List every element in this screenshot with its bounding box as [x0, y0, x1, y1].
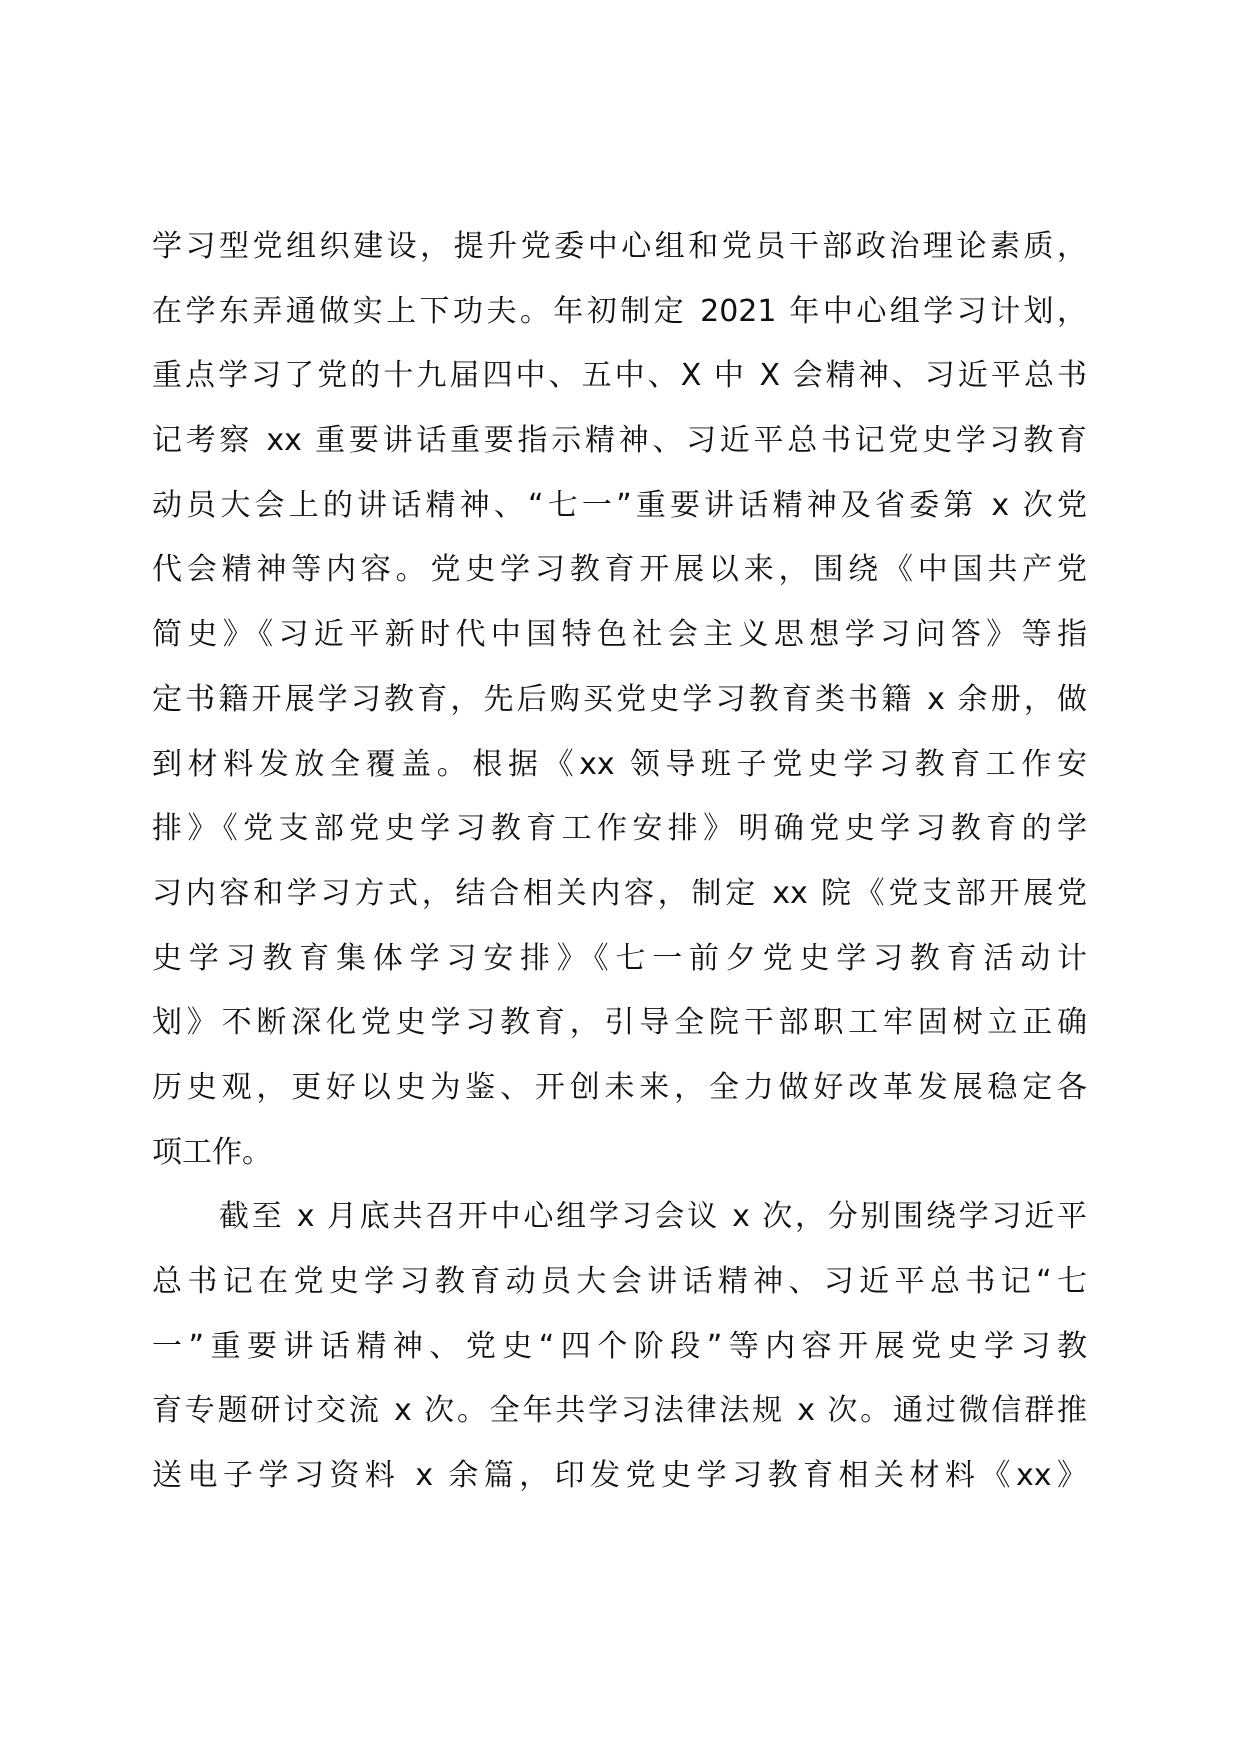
- text-line: 一”重要讲话精神、党史“四个阶段”等内容开展党史学习教: [152, 1328, 1087, 1364]
- document-body: [152, 215, 1087, 1509]
- text-line: 动员大会上的讲话精神、“七一”重要讲话精神及省委第 x 次党: [152, 487, 1087, 523]
- text-line: 代会精神等内容。党史学习教育开展以来，围绕《中国共产党: [152, 552, 1087, 588]
- text-line: 总书记在党史学习教育动员大会讲话精神、习近平总书记“七: [152, 1264, 1087, 1299]
- text-line: 习内容和学习方式，结合相关内容，制定 xx 院《党支部开展党: [152, 875, 1087, 911]
- text-line: 历史观，更好以史为鉴、开创未来，全力做好改革发展稳定各: [152, 1069, 1087, 1105]
- text-line: 送电子学习资料 x 余篇，印发党史学习教育相关材料《xx》: [152, 1458, 1087, 1494]
- text-line: 史学习教育集体学习安排》《七一前夕党史学习教育活动计: [152, 940, 1087, 976]
- text-line: 记考察 xx 重要讲话重要指示精神、习近平总书记党史学习教育: [152, 423, 1087, 459]
- text-line: 育专题研讨交流 x 次。全年共学习法律法规 x 次。通过微信群推: [152, 1393, 1087, 1429]
- text-line: 简史》《习近平新时代中国特色社会主义思想学习问答》等指: [152, 617, 1087, 653]
- text-line: 到材料发放全覆盖。根据《xx 领导班子党史学习教育工作安: [152, 746, 1087, 782]
- text-line: 重点学习了党的十九届四中、五中、X 中 X 会精神、习近平总书: [152, 358, 1087, 394]
- paragraph-1: [152, 215, 1087, 1185]
- text-line: 排》《党支部党史学习教育工作安排》明确党史学习教育的学: [152, 811, 1087, 847]
- text-line: 截至 x 月底共召开中心组学习会议 x 次，分别围绕学习近平: [219, 1199, 1087, 1235]
- paragraph-2: [152, 1185, 1087, 1508]
- text-line: 学习型党组织建设，提升党委中心组和党员干部政治理论素质，: [152, 229, 1087, 264]
- text-line: 定书籍开展学习教育，先后购买党史学习教育类书籍 x 余册，做: [152, 681, 1087, 717]
- text-line: 项工作。: [152, 1134, 272, 1170]
- text-line: 在学东弄通做实上下功夫。年初制定 2021 年中心组学习计划，: [152, 293, 1087, 329]
- text-line: 划》不断深化党史学习教育，引导全院干部职工牢固树立正确: [152, 1005, 1087, 1041]
